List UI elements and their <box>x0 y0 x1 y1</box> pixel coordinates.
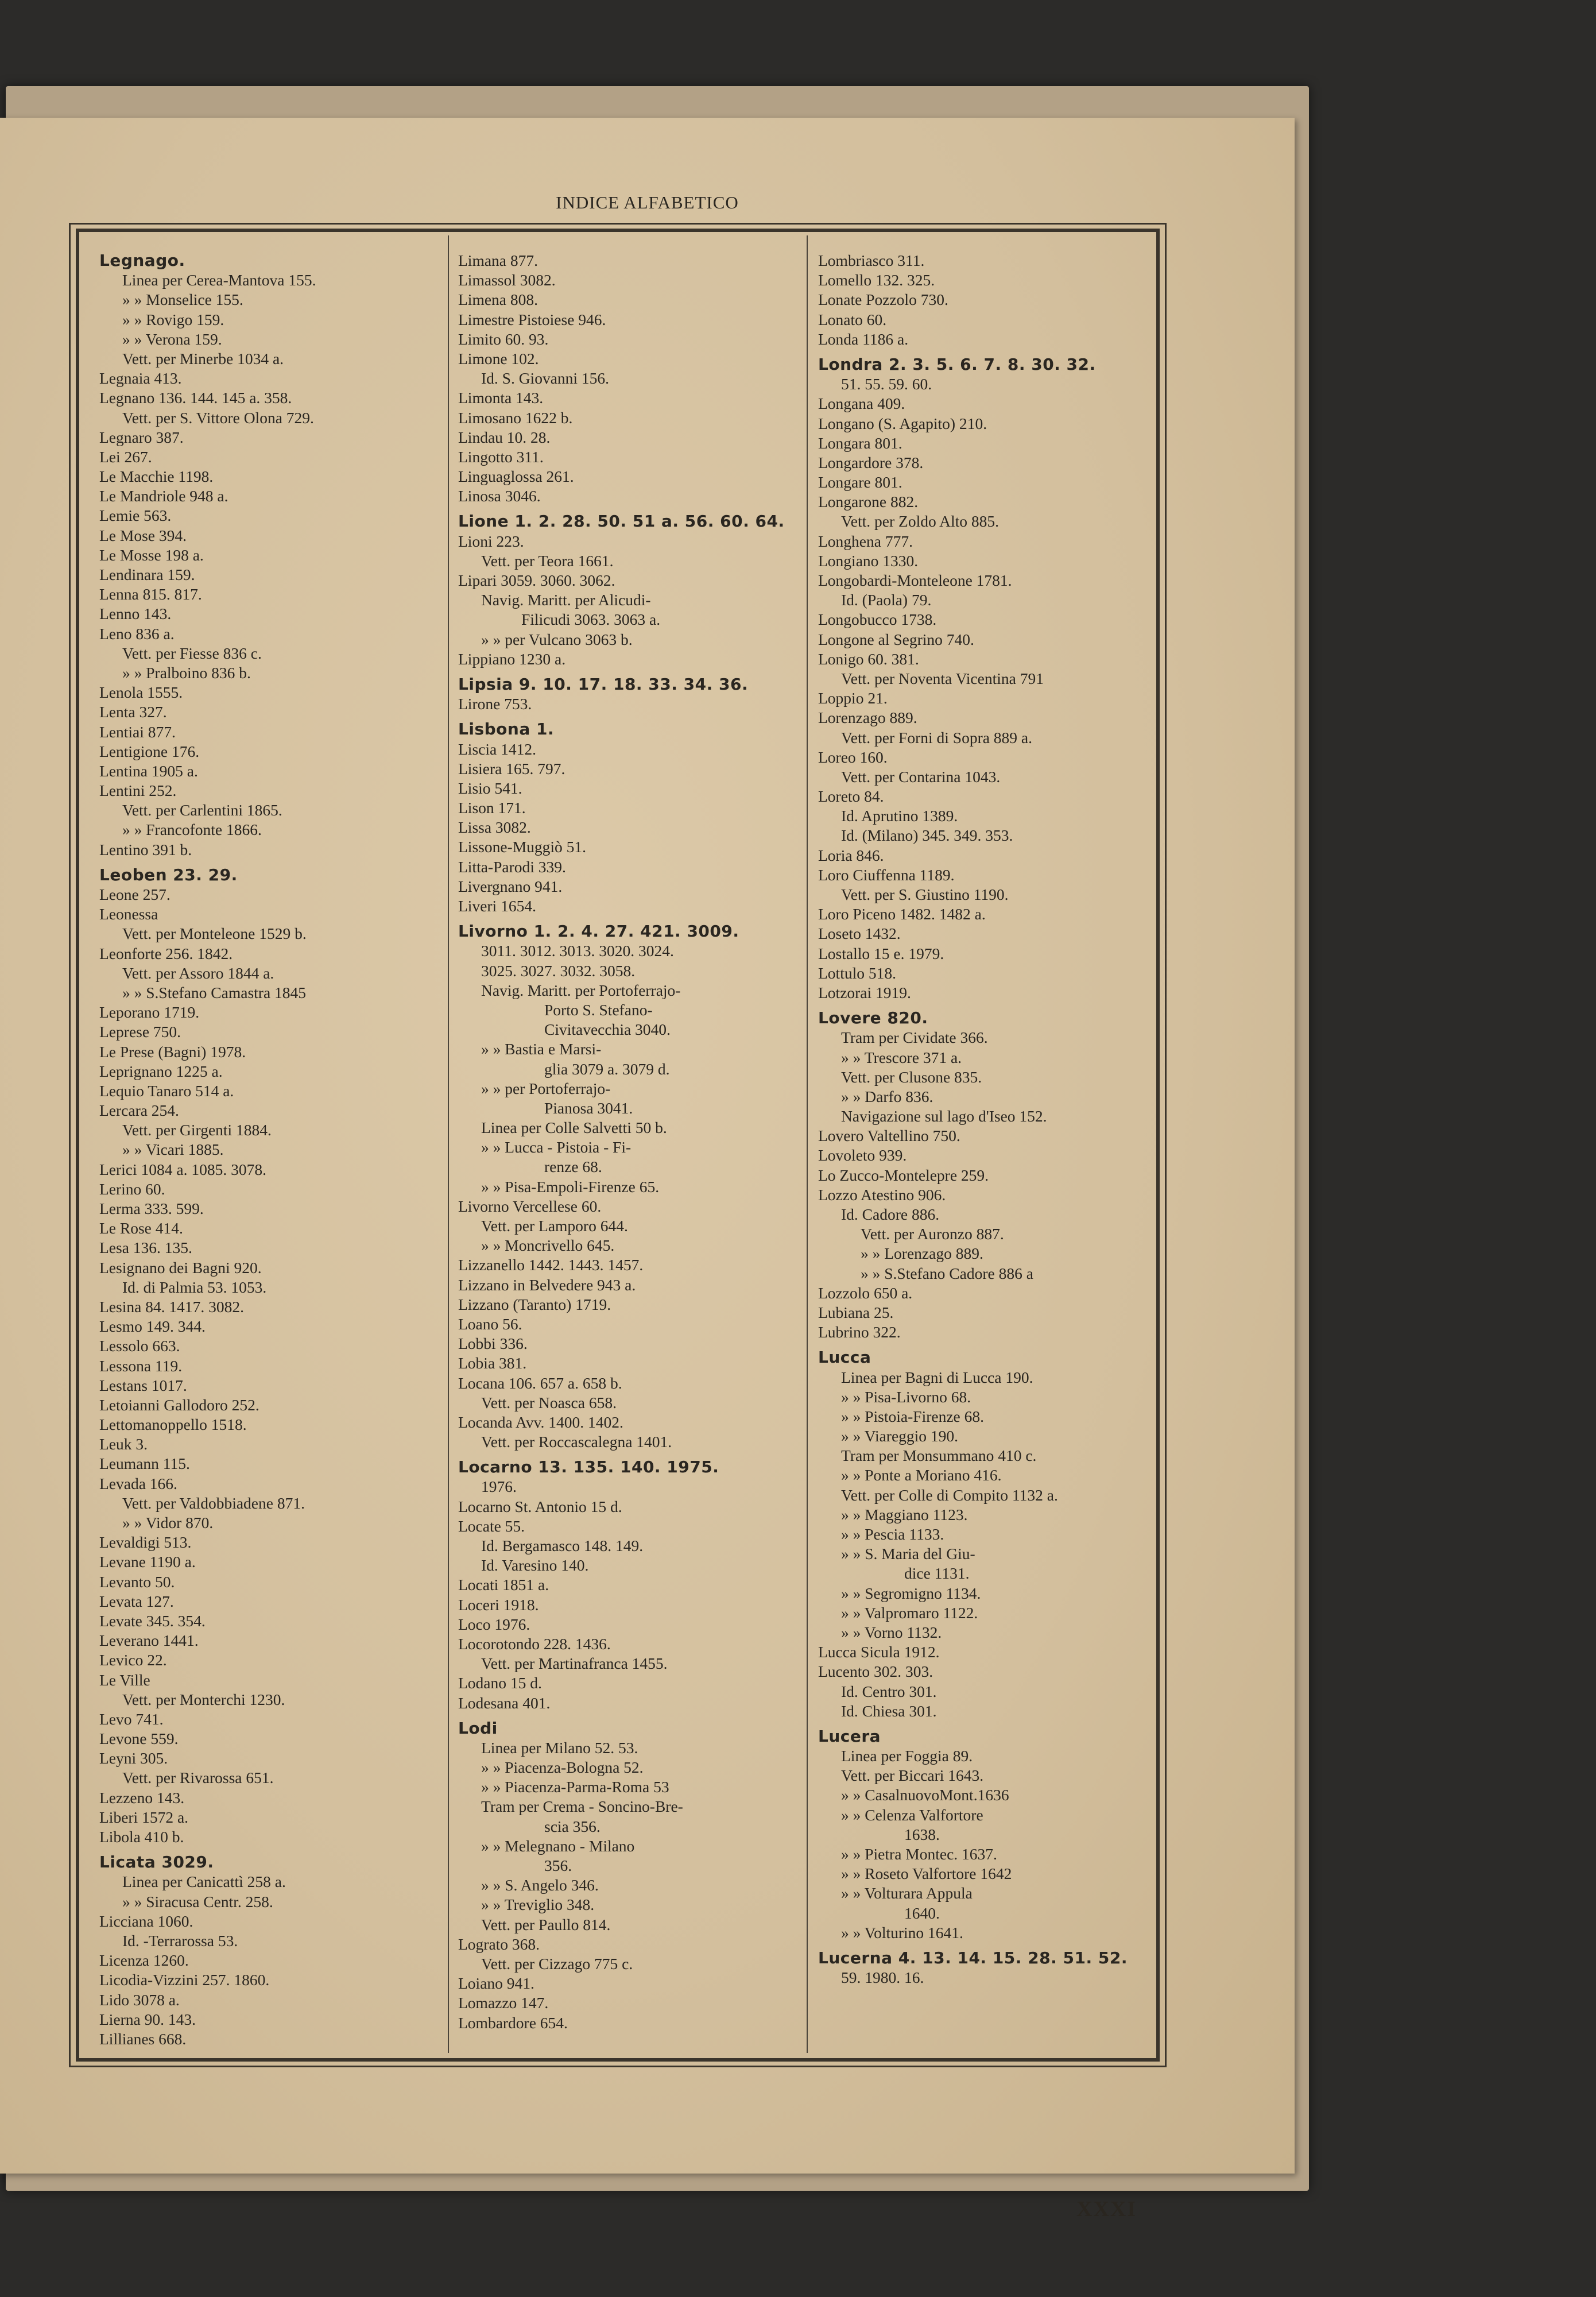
index-entry: Lentina 1905 a. <box>99 761 198 780</box>
index-entry: Lesina 84. 1417. 3082. <box>99 1297 245 1316</box>
index-entry: Leone 257. <box>99 885 171 903</box>
index-entry: Longana 409. <box>818 395 905 413</box>
index-entry: renze 68. <box>544 1158 602 1176</box>
index-entry: Longhena 777. <box>818 532 913 550</box>
index-entry: Locate 55. <box>458 1517 525 1535</box>
index-entry: Pianosa 3041. <box>544 1099 633 1117</box>
index-entry: Lison 171. <box>458 799 526 817</box>
index-entry: » » Pisa-Livorno 68. <box>841 1387 971 1406</box>
index-entry: Tram per Cividate 366. <box>841 1028 988 1047</box>
index-entry: Letoianni Gallodoro 252. <box>99 1395 259 1414</box>
index-entry: Londa 1186 a. <box>818 330 909 348</box>
index-entry: Lenta 327. <box>99 703 167 721</box>
index-entry: Leporano 1719. <box>99 1003 200 1022</box>
index-entry: Id. Aprutino 1389. <box>841 807 958 825</box>
index-column-2 <box>458 251 797 2033</box>
index-entry: Id. (Paola) 79. <box>841 591 932 609</box>
index-entry: » » Treviglio 348. <box>481 1896 595 1914</box>
index-entry: Litta-Parodi 339. <box>458 857 566 876</box>
index-entry: » » Roseto Valfortore 1642 <box>841 1865 1012 1883</box>
index-entry: Linea per Bagni di Lucca 190. <box>841 1368 1033 1386</box>
index-entry: Lioni 223. <box>458 532 524 550</box>
index-entry: » » Ponte a Moriano 416. <box>841 1466 1002 1484</box>
index-entry: Locati 1851 a. <box>458 1576 549 1594</box>
index-entry: Longobucco 1738. <box>818 610 937 629</box>
index-heading: Lipsia 9. 10. 17. 18. 33. 34. 36. <box>458 674 749 694</box>
index-entry: » » per Portoferrajo- <box>481 1079 611 1097</box>
index-entry: Leno 836 a. <box>99 624 175 643</box>
index-entry: Id. (Milano) 345. 349. 353. <box>841 826 1013 845</box>
index-entry: Id. -Terrarossa 53. <box>122 1931 238 1950</box>
index-entry: » » Vidor 870. <box>122 1514 214 1532</box>
index-entry: Lettomanoppello 1518. <box>99 1416 247 1434</box>
index-entry: Vett. per Biccari 1643. <box>841 1766 984 1785</box>
index-entry: Lombardore 654. <box>458 2013 568 2032</box>
index-entry: » » Francofonte 1866. <box>122 821 262 839</box>
index-entry: Limosano 1622 b. <box>458 408 573 427</box>
index-entry: Lenna 815. 817. <box>99 585 202 604</box>
index-entry: Lerma 333. 599. <box>99 1200 204 1217</box>
index-entry: » » Maggiano 1123. <box>841 1505 968 1523</box>
index-entry: Lezzeno 143. <box>99 1788 185 1807</box>
index-entry: » » Darfo 836. <box>841 1087 933 1105</box>
index-entry: Vett. per Clusone 835. <box>841 1068 982 1086</box>
index-entry: Locanda Avv. 1400. 1402. <box>458 1413 623 1431</box>
index-entry: » » Lucca - Pistoia - Fi- <box>481 1138 632 1157</box>
index-entry: Vett. per Monteleone 1529 b. <box>122 925 307 943</box>
index-entry: Vett. per Carlentini 1865. <box>122 801 282 819</box>
index-entry: Le Mose 394. <box>99 526 187 544</box>
index-entry: » » CasalnuovoMont.1636 <box>841 1786 1009 1804</box>
index-heading: Locarno 13. 135. 140. 1975. <box>458 1457 719 1477</box>
index-entry: Linea per Foggia 89. <box>841 1747 973 1765</box>
index-entry: Lessona 119. <box>99 1356 183 1375</box>
index-entry: Lubiana 25. <box>818 1303 894 1321</box>
index-heading: Lovere 820. <box>818 1008 928 1028</box>
index-entry: Lerici 1084 a. 1085. 3078. <box>99 1160 266 1178</box>
index-entry: Loceri 1918. <box>458 1595 539 1614</box>
index-entry: Linea per Colle Salvetti 50 b. <box>481 1119 667 1137</box>
index-entry: » » S.Stefano Cadore 886 a <box>861 1264 1033 1282</box>
index-entry: Liveri 1654. <box>458 897 536 915</box>
index-entry: Limonta 143. <box>458 389 544 407</box>
index-entry: Lemie 563. <box>99 506 172 525</box>
page-header: INDICE ALFABETICO <box>556 192 739 212</box>
column-divider <box>807 235 808 2053</box>
index-entry: Leonessa <box>99 905 158 923</box>
index-entry: » » S. Angelo 346. <box>481 1876 599 1894</box>
index-entry: » » Lorenzago 889. <box>861 1244 983 1263</box>
index-heading: Leoben 23. 29. <box>99 865 238 884</box>
index-entry: Lesignano dei Bagni 920. <box>99 1258 262 1277</box>
index-entry: 3025. 3027. 3032. 3058. <box>481 961 636 980</box>
index-entry: » » Pistoia-Firenze 68. <box>841 1407 984 1425</box>
index-entry: Legnaro 387. <box>99 428 184 446</box>
column-divider <box>448 235 449 2053</box>
index-entry: Le Prese (Bagni) 1978. <box>99 1042 246 1061</box>
index-entry: » » Vicari 1885. <box>122 1140 224 1159</box>
index-entry: Leverano 1441. <box>99 1631 199 1650</box>
index-entry: 1638. <box>904 1825 940 1843</box>
index-entry: Loria 846. <box>818 846 884 864</box>
index-entry: Vett. per Girgenti 1884. <box>122 1121 272 1139</box>
index-entry: Vett. per Colle di Compito 1132 a. <box>841 1486 1058 1504</box>
index-entry: Limana 877. <box>458 252 538 269</box>
index-entry: Loppio 21. <box>818 689 888 707</box>
index-entry: Vett. per Lamporo 644. <box>481 1217 628 1235</box>
index-entry: Lobbi 336. <box>458 1335 528 1353</box>
index-entry: Id. Varesino 140. <box>481 1556 589 1575</box>
index-entry: Vett. per Rivarossa 651. <box>122 1769 274 1787</box>
index-entry: Lesmo 149. 344. <box>99 1317 206 1336</box>
index-entry: Filicudi 3063. 3063 a. <box>521 610 661 629</box>
index-entry: Loreo 160. <box>818 748 888 766</box>
index-entry: Lestans 1017. <box>99 1376 187 1394</box>
index-entry: Lipari 3059. 3060. 3062. <box>458 571 615 589</box>
index-entry: Licodia-Vizzini 257. 1860. <box>99 1971 270 1989</box>
index-entry: Leprese 750. <box>99 1023 181 1041</box>
index-entry: Leprignano 1225 a. <box>99 1062 223 1080</box>
index-entry: Liberi 1572 a. <box>99 1808 189 1826</box>
index-heading: Lione 1. 2. 28. 50. 51 a. 56. 60. 64. <box>458 512 785 531</box>
index-entry: Vett. per Martinafranca 1455. <box>481 1654 668 1673</box>
index-entry: » » Moncrivello 645. <box>481 1236 615 1255</box>
index-entry: Vett. per Auronzo 887. <box>861 1225 1004 1243</box>
index-entry: » » Pisa-Empoli-Firenze 65. <box>481 1177 660 1196</box>
index-entry: Lido 3078 a. <box>99 1990 180 2009</box>
index-entry: Lizzanello 1442. 1443. 1457. <box>458 1256 644 1274</box>
index-entry: Longobardi-Monteleone 1781. <box>818 571 1012 589</box>
index-entry: » » S. Maria del Giu- <box>841 1545 975 1563</box>
book-page <box>0 118 1295 2221</box>
index-entry: » » Volturara Appula <box>841 1884 973 1902</box>
index-heading: Lucca <box>818 1348 871 1367</box>
index-entry: Vett. per Roccascalegna 1401. <box>481 1433 672 1451</box>
index-entry: scia 356. <box>544 1817 601 1835</box>
index-heading: Licata 3029. <box>99 1853 214 1872</box>
index-entry: Livorno Vercellese 60. <box>458 1197 602 1215</box>
index-entry: Lodano 15 d. <box>458 1674 542 1692</box>
index-entry: Livergnano 941. <box>458 877 563 895</box>
index-entry: Levanto 50. <box>99 1572 175 1591</box>
index-entry: Vett. per Zoldo Alto 885. <box>841 512 999 531</box>
index-entry: Navigazione sul lago d'Iseo 152. <box>841 1107 1047 1126</box>
index-heading: Londra 2. 3. 5. 6. 7. 8. 30. 32. <box>818 354 1096 374</box>
index-entry: Civitavecchia 3040. <box>544 1020 671 1039</box>
index-entry: Legnaia 413. <box>99 369 182 388</box>
index-entry: Libola 410 b. <box>99 1828 184 1846</box>
index-heading: Lisbona 1. <box>458 720 555 739</box>
index-entry: Levata 127. <box>99 1592 174 1610</box>
index-entry: Leonforte 256. 1842. <box>99 944 233 962</box>
index-entry: Levaldigi 513. <box>99 1533 192 1552</box>
index-entry: Lei 267. <box>99 447 152 466</box>
index-entry: Lotzorai 1919. <box>818 983 911 1001</box>
index-entry: Vett. per Valdobbiadene 871. <box>122 1494 305 1512</box>
index-entry: » » per Vulcano 3063 b. <box>481 630 633 648</box>
index-entry: 1976. <box>481 1478 517 1496</box>
index-entry: Vett. per Noventa Vicentina 791 <box>841 669 1044 687</box>
index-column-3 <box>818 251 1157 1987</box>
index-entry: » » Viareggio 190. <box>841 1427 959 1445</box>
index-entry: Lissa 3082. <box>458 818 531 837</box>
index-entry: Licenza 1260. <box>99 1951 189 1970</box>
index-entry: Lodesana 401. <box>458 1693 551 1712</box>
index-entry: Id. Bergamasco 148. 149. <box>481 1537 644 1554</box>
index-entry: Lottulo 518. <box>818 964 896 982</box>
index-entry: Locana 106. 657 a. 658 b. <box>458 1374 622 1392</box>
index-entry: Lerino 60. <box>99 1180 165 1198</box>
index-entry: Limone 102. <box>458 349 539 368</box>
index-entry: Loro Piceno 1482. 1482 a. <box>818 905 986 923</box>
index-entry: Lovoleto 939. <box>818 1146 907 1165</box>
index-entry: Vett. per Noasca 658. <box>481 1393 617 1412</box>
index-entry: Lovero Valtellino 750. <box>818 1127 960 1145</box>
index-entry: 3011. 3012. 3013. 3020. 3024. <box>481 942 674 960</box>
index-heading: Livorno 1. 2. 4. 27. 421. 3009. <box>458 922 739 941</box>
index-entry: Le Mandriole 948 a. <box>99 487 228 505</box>
index-entry: Le Ville <box>99 1670 150 1689</box>
index-entry: Levada 166. <box>99 1474 177 1492</box>
index-entry: Linosa 3046. <box>458 487 541 505</box>
index-entry: » » Verona 159. <box>122 330 222 348</box>
index-entry: Licciana 1060. <box>99 1912 193 1930</box>
index-entry: Loco 1976. <box>458 1615 530 1633</box>
index-entry: Longarone 882. <box>818 493 919 511</box>
index-entry: » » Piacenza-Bologna 52. <box>481 1758 644 1777</box>
index-entry: Limassol 3082. <box>458 271 556 289</box>
index-entry: 1640. <box>904 1904 940 1922</box>
index-entry: Lesa 136. 135. <box>99 1239 192 1257</box>
index-entry: » » Pralboino 836 b. <box>122 663 251 682</box>
index-heading: Lucera <box>818 1726 881 1746</box>
index-entry: » » Celenza Valfortore <box>841 1805 983 1824</box>
index-entry: Leyni 305. <box>99 1749 168 1768</box>
index-entry: Leuk 3. <box>99 1435 148 1453</box>
index-entry: Lierna 90. 143. <box>99 2010 196 2028</box>
index-entry: Loano 56. <box>458 1314 522 1333</box>
index-entry: » » Siracusa Centr. 258. <box>122 1892 273 1911</box>
index-entry: Lograto 368. <box>458 1935 540 1953</box>
index-entry: » » Melegnano - Milano <box>481 1836 635 1855</box>
index-entry: » » Volturino 1641. <box>841 1923 963 1942</box>
index-entry: Locarno St. Antonio 15 d. <box>458 1497 622 1515</box>
index-entry: Id. S. Giovanni 156. <box>481 369 610 388</box>
index-entry: Linea per Cerea-Mantova 155. <box>122 271 316 289</box>
index-entry: Lingotto 311. <box>458 447 544 466</box>
index-entry: Lo Zucco-Montelepre 259. <box>818 1166 989 1184</box>
page-number: XXXI <box>1076 2197 1137 2221</box>
index-entry: Longone al Segrino 740. <box>818 630 974 648</box>
index-entry: Id. Chiesa 301. <box>841 1702 937 1720</box>
index-entry: Id. di Palmia 53. 1053. <box>122 1278 267 1296</box>
index-entry: Lorenzago 889. <box>818 709 917 727</box>
index-entry: Lucca Sicula 1912. <box>818 1643 940 1661</box>
index-entry: Vett. per Teora 1661. <box>481 551 614 570</box>
index-entry: Lindau 10. 28. <box>458 428 551 446</box>
index-entry: Porto S. Stefano- <box>544 1000 653 1019</box>
index-entry: Lequio Tanaro 514 a. <box>99 1081 234 1100</box>
index-entry: Lisio 541. <box>458 779 522 797</box>
index-entry: 51. 55. 59. 60. <box>841 375 932 393</box>
index-entry: Lonigo 60. 381. <box>818 649 919 668</box>
index-entry: » » Rovigo 159. <box>122 310 224 328</box>
index-entry: Longano (S. Agapito) 210. <box>818 414 987 432</box>
index-entry: Longare 801. <box>818 473 902 492</box>
index-entry: Lillianes 668. <box>99 2029 187 2048</box>
index-entry: Id. Centro 301. <box>841 1682 937 1700</box>
index-entry: Lirone 753. <box>458 695 532 713</box>
index-entry: Vett. per Paullo 814. <box>481 1915 611 1933</box>
index-entry: glia 3079 a. 3079 d. <box>544 1059 670 1078</box>
index-heading: Legnago. <box>99 251 185 270</box>
index-entry: » » Pescia 1133. <box>841 1525 944 1543</box>
index-entry: Leumann 115. <box>99 1455 190 1473</box>
index-entry: Lozzolo 650 a. <box>818 1283 913 1302</box>
index-entry: Lentigione 176. <box>99 742 200 760</box>
index-entry: Levico 22. <box>99 1651 167 1669</box>
index-entry: » » Segromigno 1134. <box>841 1584 981 1602</box>
index-column-1 <box>99 251 438 2049</box>
index-entry: Lenola 1555. <box>99 683 183 702</box>
index-entry: » » S.Stefano Camastra 1845 <box>122 983 307 1001</box>
index-entry: Navig. Maritt. per Portoferrajo- <box>481 981 681 999</box>
index-entry: Longiano 1330. <box>818 551 919 570</box>
index-entry: Loseto 1432. <box>818 925 901 943</box>
index-entry: Levone 559. <box>99 1730 179 1748</box>
index-entry: Lisiera 165. 797. <box>458 759 565 778</box>
index-entry: » » Piacenza-Parma-Roma 53 <box>481 1778 669 1796</box>
index-entry: Locorotondo 228. 1436. <box>458 1634 611 1653</box>
index-entry: Lobia 381. <box>458 1354 527 1372</box>
index-entry: Vett. per Minerbe 1034 a. <box>122 349 284 368</box>
index-entry: Longara 801. <box>818 434 902 452</box>
index-entry: Longardore 378. <box>818 453 924 471</box>
index-entry: 59. 1980. 16. <box>841 1969 924 1987</box>
index-entry: Loiano 941. <box>458 1974 534 1993</box>
index-entry: Vett. per S. Vittore Olona 729. <box>122 408 314 427</box>
index-entry: Legnano 136. 144. 145 a. 358. <box>99 389 292 407</box>
index-entry: Lomazzo 147. <box>458 1994 549 2012</box>
index-entry: Lozzo Atestino 906. <box>818 1185 946 1204</box>
index-entry: dice 1131. <box>904 1564 970 1583</box>
index-heading: Lucerna 4. 13. 14. 15. 28. 51. 52. <box>818 1948 1128 1967</box>
index-entry: Lentino 391 b. <box>99 840 192 859</box>
index-entry: Vett. per Fiesse 836 c. <box>122 644 262 662</box>
index-entry: Loreto 84. <box>818 787 884 806</box>
index-entry: » » Monselice 155. <box>122 291 243 309</box>
index-entry: Vett. per Monterchi 1230. <box>122 1690 285 1708</box>
index-entry: Levane 1190 a. <box>99 1553 196 1571</box>
index-entry: Vett. per Contarina 1043. <box>841 767 1001 786</box>
index-entry: 356. <box>544 1857 572 1874</box>
index-entry: Lomello 132. 325. <box>818 271 935 289</box>
index-entry: Tram per Monsummano 410 c. <box>841 1447 1037 1465</box>
index-entry: Lendinara 159. <box>99 566 195 583</box>
index-entry: Lessolo 663. <box>99 1337 180 1355</box>
index-entry: Liscia 1412. <box>458 740 536 758</box>
index-entry: Lizzano (Taranto) 1719. <box>458 1295 611 1313</box>
index-entry: » » Pietra Montec. 1637. <box>841 1845 997 1863</box>
index-entry: » » Valpromaro 1122. <box>841 1603 978 1622</box>
index-entry: Limena 808. <box>458 291 538 309</box>
index-entry: Vett. per S. Giustino 1190. <box>841 885 1009 903</box>
index-entry: Lonate Pozzolo 730. <box>818 291 948 309</box>
index-entry: Id. Cadore 886. <box>841 1205 940 1223</box>
index-entry: Lissone-Muggiò 51. <box>458 838 587 856</box>
index-entry: Vett. per Cizzago 775 c. <box>481 1954 633 1973</box>
index-entry: Lercara 254. <box>99 1101 179 1120</box>
index-entry: Navig. Maritt. per Alicudi- <box>481 591 651 609</box>
index-entry: Lizzano in Belvedere 943 a. <box>458 1275 636 1294</box>
index-entry: » » Bastia e Marsi- <box>481 1040 602 1058</box>
index-entry: Lippiano 1230 a. <box>458 649 566 668</box>
index-entry: » » Vorno 1132. <box>841 1623 942 1641</box>
index-entry: Lucento 302. 303. <box>818 1662 933 1681</box>
index-entry: Lubrino 322. <box>818 1323 901 1341</box>
index-entry: Levo 741. <box>99 1710 164 1728</box>
index-entry: Linea per Canicattì 258 a. <box>122 1873 286 1891</box>
index-entry: Limestre Pistoiese 946. <box>458 310 606 328</box>
index-entry: Linea per Milano 52. 53. <box>481 1738 638 1757</box>
index-entry: Tram per Crema - Soncino-Bre- <box>481 1797 683 1816</box>
index-entry: Lentini 252. <box>99 782 177 800</box>
index-entry: Lostallo 15 e. 1979. <box>818 944 944 962</box>
index-entry: » » Trescore 371 a. <box>841 1048 962 1066</box>
index-entry: Le Macchie 1198. <box>99 467 214 486</box>
index-heading: Lodi <box>458 1718 498 1738</box>
index-entry: Lonato 60. <box>818 310 887 328</box>
index-entry: Vett. per Forni di Sopra 889 a. <box>841 728 1033 747</box>
index-entry: Loro Ciuffenna 1189. <box>818 865 955 884</box>
index-entry: Le Mosse 198 a. <box>99 546 204 564</box>
index-entry: Levate 345. 354. <box>99 1611 206 1630</box>
index-entry: Le Rose 414. <box>99 1219 183 1238</box>
index-entry: Lombriasco 311. <box>818 252 925 269</box>
index-entry: Lentiai 877. <box>99 722 176 741</box>
index-entry: Limito 60. 93. <box>458 330 549 348</box>
index-entry: Lenno 143. <box>99 605 172 623</box>
index-entry: Vett. per Assoro 1844 a. <box>122 964 274 982</box>
index-entry: Linguaglossa 261. <box>458 467 574 486</box>
